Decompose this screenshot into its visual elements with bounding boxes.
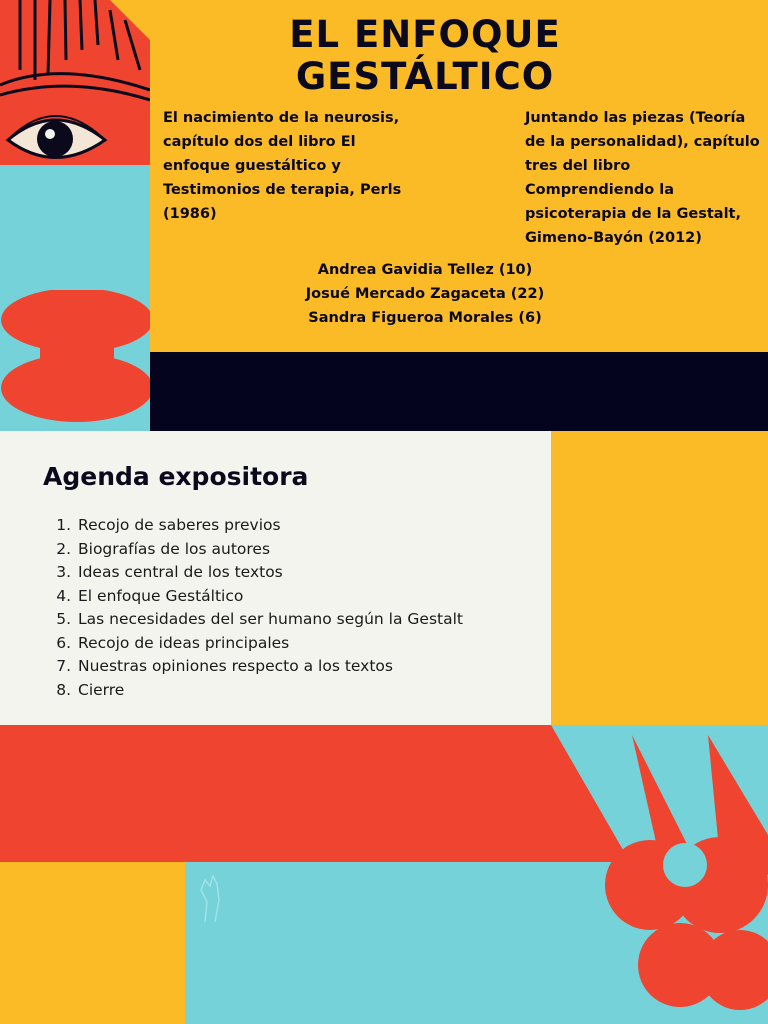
title-line-1: EL ENFOQUE (289, 13, 561, 56)
agenda-item: 3. Ideas central de los textos (76, 561, 463, 585)
bottom-right-red-shapes (600, 735, 768, 1024)
agenda-item: 7. Nuestras opiniones respecto a los textos (76, 655, 463, 679)
reference-left: El nacimiento de la neurosis, capítulo dos del libro El enfoque guestáltico y Testimonios de terapia, Perls (1986) (163, 110, 402, 222)
author-item: Josué Mercado Zagaceta (22) (305, 286, 545, 302)
page-title (150, 14, 700, 98)
left-red-shapes (0, 290, 150, 431)
agenda-item: 5. Las necesidades del ser humano según la Gestalt (76, 608, 463, 632)
hand-sketch-icon (195, 872, 225, 927)
agenda-item: 4. El enfoque Gestáltico (76, 585, 463, 609)
agenda-item: 1. Recojo de saberes previos (76, 514, 463, 538)
agenda-heading: Agenda expositora (43, 462, 309, 491)
bottom-left-yellow-block (0, 862, 185, 1024)
agenda-item: 8. Cierre (76, 679, 463, 703)
title-line-2: GESTÁLTICO (295, 55, 555, 98)
agenda-item: 6. Recojo de ideas principales (76, 632, 463, 656)
eye-illustration (0, 0, 150, 165)
navy-band (150, 352, 768, 431)
author-item: Sandra Figueroa Morales (6) (308, 310, 542, 326)
right-yellow-block (551, 431, 768, 725)
reference-right: Juntando las piezas (Teoría de la personalidad), capítulo tres del libro Comprendiendo la psicoterapia de la Gestalt, Gimeno-Bayón (2012) (525, 110, 760, 246)
agenda-item: 2. Biografías de los autores (76, 538, 463, 562)
agenda-list (40, 514, 463, 702)
author-item: Andrea Gavidia Tellez (10) (317, 262, 533, 278)
authors-list (150, 258, 700, 330)
